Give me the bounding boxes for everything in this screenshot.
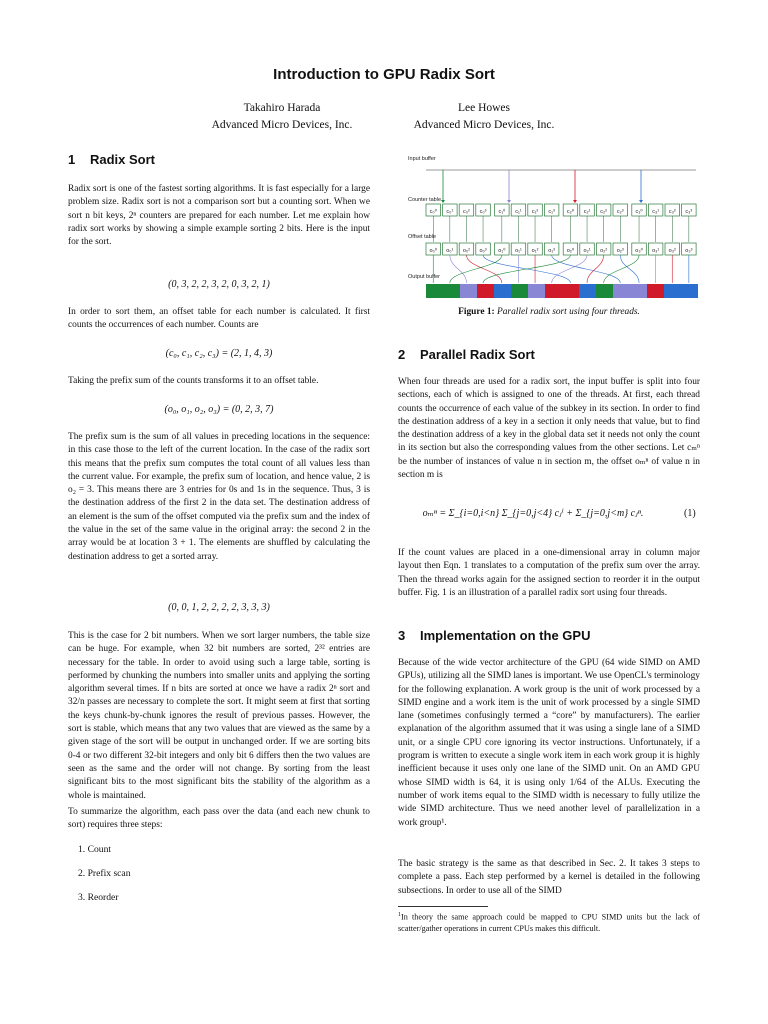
output-cell [528,284,545,298]
footnote-mark: 1 [398,912,401,918]
output-cell [443,284,460,298]
paragraph: To summarize the algorithm, each pass over the data (and each new chunk to sort) requires three steps: [68,807,370,831]
output-cell [579,284,596,298]
paragraph: This is the case for 2 bit numbers. When we sort larger numbers, the table size can be huge. For example, when 32 bit numbers are sorted, 2³² entries are necessary for the table. In order to avoid using such a large table, sorting is performed by chunking the numbers into smaller units and applying the sorting algorithm several times. If n bits are sorted at once we have a radix 2ⁿ sort and 32/n passes are necessary to complete the sort. It might seem at first that sorting the keys chunk-by-chunk ignores the result of previous passes. However, the sort is stable, which means that any two values that are viewed as the same by a given stage of the sort will be output in unchanged order. If we are sorting bits 0-4 or two different 32-bit integers and only bit 6 differs then the two values are seen as the same and the order will not change. By sorting from the least significant bits to the most significant bits the stability of the algorithm as a whole is maintained. [68,631,370,801]
reorder-line [450,255,502,283]
footnote-text: In theory the same approach could be mapped to CPU SIMD units but the lack of scatter/gather operations in current CPUs makes this difficult. [398,912,700,934]
reorder-line [483,255,570,283]
offset-cell-label: o₂² [600,248,608,254]
counter-cell-label: c₃⁰ [635,209,643,215]
offset-cell-label: o₃² [668,248,676,254]
counter-cell-label: c₁⁰ [498,209,506,215]
output-cell [630,284,647,298]
offset-cell-label: o₀² [462,248,471,254]
offset-cell-label: o₃⁰ [635,248,643,254]
section-title: Radix Sort [90,152,156,167]
output-cell [647,284,664,298]
equation-counts: (c₀, c₁, c₂, c₃) = (2, 1, 4, 3) [165,348,273,359]
counter-cell-label: c₀¹ [446,209,454,215]
list-item: 2. Prefix scan [78,868,131,879]
counter-cell-label: c₃² [668,209,676,215]
paragraph: Because of the wide vector architecture of the GPU (64 wide SIMD on AMD GPUs), utilizing all the SIMD lanes is important. We use OpenCL's terminology for the following explanation. A work group is the unit of work processed by a SIMD engine and a work item is the unit of work processed by a single SIMD lane (sometimes confusingly termed a “core” by manufacturers). The earlier explanation of the algorithm assumed that it was using a single lane of a SIMD unit, or a single CPU core ignoring its vector instructions. Unfortunately, if a program is written to execute a single work item in each work group it is highly inefficient because it uses only one lane of the SIMD unit. On an AMD GPU whose SIMD width is 64, it is using only 1/64 of the ALUs. Executing the number of work items equal to the SIMD width is necessary to fully utilize the wide SIMD architecture. Thus we need another level of parallelization in a work group¹. [398,658,700,828]
paragraph: In order to sort them, an offset table for each number is calculated. It first counts the occurrences of each number. Counts are [68,307,370,331]
equation-input: (0, 3, 2, 2, 3, 2, 0, 3, 2, 1) [168,279,270,290]
section-heading-3 [398,628,590,643]
offset-cell-label: o₀³ [479,248,487,254]
author-affiliation: Advanced Micro Devices, Inc. [211,119,353,131]
author-block-2 [374,100,594,134]
output-cell [681,284,698,298]
figure-caption [398,307,700,317]
section-heading-2 [398,347,535,362]
output-cell [426,284,443,298]
paragraph: Taking the prefix sum of the counts transforms it to an offset table. [68,376,319,386]
reorder-line [450,255,467,283]
reorder-line [620,255,639,283]
list-item: 1. Count [78,844,112,855]
counter-cell-label: c₂² [600,209,608,215]
counter-cell-label: c₀⁰ [429,209,437,215]
reorder-line [604,255,639,283]
paragraph: The basic strategy is the same as that described in Sec. 2. It takes 3 steps to complete a pass. Each step performed by a kernel is detailed in the following subsections. In order to use all of the SIMD [398,859,700,896]
equation-sorted: (0, 0, 1, 2, 2, 2, 2, 3, 3, 3) [168,602,270,613]
label-offset-table: Offset table [408,234,437,240]
section-number: 2 [398,347,406,362]
output-cell [613,284,630,298]
equation-main: oₘⁿ = Σ_{i=0,i<n} Σ_{j=0,j<4} cⱼⁱ + Σ_{j=0,j<m} cⱼⁿ. [422,508,644,519]
figure-caption-label: Figure 1: [458,307,495,317]
output-cell [562,284,579,298]
offset-cell-label: o₂⁰ [566,248,575,254]
offset-cell-label: o₂¹ [583,248,591,254]
reorder-line [552,255,587,283]
counter-cell-label: c₃¹ [652,209,660,215]
list-item: 3. Reorder [78,892,119,903]
section-number: 3 [398,628,406,643]
counter-cell-label: c₂³ [616,209,624,215]
offset-cell-label: o₁² [531,248,539,254]
counter-cell-label: c₁² [531,209,539,215]
section-number: 1 [68,152,76,167]
output-cell [596,284,613,298]
arrow-head [507,200,511,203]
arrow-head [441,200,445,203]
output-cell [545,284,562,298]
figure-1 [398,150,700,300]
reorder-line [587,255,604,283]
counter-cell-label: c₁³ [548,209,555,215]
author-block-1 [172,100,392,134]
equation-offsets: (o₀, o₁, o₂, o₃) = (0, 2, 3, 7) [164,404,274,415]
offset-cell-label: o₀⁰ [429,248,438,254]
output-cell [511,284,528,298]
paragraph: When four threads are used for a radix sort, the input buffer is split into four sections, each of which is assigned to one of the threads. At first, each thread counts the occurrence of each value of the subkey in its section. In order to find the destination address of a key in a section it only needs that value, but to find the destination address of a key in the global data set it needs not only the count in its section but also the corresponding values from the other sections. Let cₘⁿ be the number of instances of value n in section m, the offset oₘⁿ of value n in section m is [398,377,700,481]
offset-cell-label: o₁¹ [515,248,522,254]
paper-title: Introduction to GPU Radix Sort [273,66,495,83]
label-output-buffer: Output buffer [408,274,441,280]
offset-cell-label: o₁³ [548,248,556,254]
footnote-rule [398,906,488,907]
paragraph: The prefix sum is the sum of all values in preceding locations in the sequence: in this case those to the left of the current location. In the case of the radix sort this means that the prefix sum computes the total count of all values less than the current value. For example, the prefix sum of location, and hence value, 2 is o₂ = 3. This means there are 3 entries for 0s and 1s in the sequence. Thus, 3 is the destination address of the first 2 in the data set. The destination address of an element is the sum of the offset computed via the prefix sum and the index of the value in the set of the same value in the original array: the second 2 in the array would be at location 3 + 1. The elements are shuffled by calculating the destination address to get a sorted array. [68,432,370,562]
offset-cell-label: o₀¹ [446,248,454,254]
arrow-head [573,200,577,203]
radix-sort-diagram [398,150,700,300]
footnote [398,910,700,935]
label-input-buffer: Input buffer [408,156,436,162]
counter-cell-label: c₂⁰ [566,209,574,215]
counter-cell-label: c₂¹ [583,209,591,215]
author-name: Lee Howes [457,102,511,114]
output-cell [477,284,494,298]
section-title: Implementation on the GPU [420,628,591,643]
counter-cell-label: c₀³ [479,209,487,215]
section-title: Parallel Radix Sort [420,347,535,362]
equation-number: (1) [684,508,696,519]
arrow-head [639,200,643,203]
output-cell [664,284,681,298]
offset-cell-label: o₃¹ [652,248,660,254]
paragraph: If the count values are placed in a one-dimensional array in column major layout then Eqn. 1 translates to a computation of the prefix sum over the array. Then the thread works again for the assigned section to reorder it in the output buffer. Fig. 1 is an illustration of a parallel radix sort using four threads. [398,548,700,598]
author-affiliation: Advanced Micro Devices, Inc. [413,119,555,131]
reorder-line [466,255,501,283]
offset-cell-label: o₁⁰ [498,248,506,254]
output-cell [494,284,511,298]
paragraph: Radix sort is one of the fastest sorting algorithms. It is fast especially for a large problem size. Radix sort is not a comparison sort but a counting sort. When we sort n bit keys, 2ⁿ counters are prepared for each number. Let me explain how radix sort works by showing a simple example sorting 2 bits. Here is the input for the sort. [68,184,370,248]
author-name: Takahiro Harada [243,102,321,114]
offset-cell-label: o₃³ [685,248,693,254]
section-heading-1 [68,152,155,167]
figure-caption-text: Parallel radix sort using four threads. [497,307,640,317]
output-cell [460,284,477,298]
counter-cell-label: c₀² [463,209,470,215]
counter-cell-label: c₃³ [685,209,693,215]
offset-cell-label: o₂³ [616,248,624,254]
counter-cell-label: c₁¹ [515,209,522,215]
label-counter-table: Counter table [408,197,442,203]
